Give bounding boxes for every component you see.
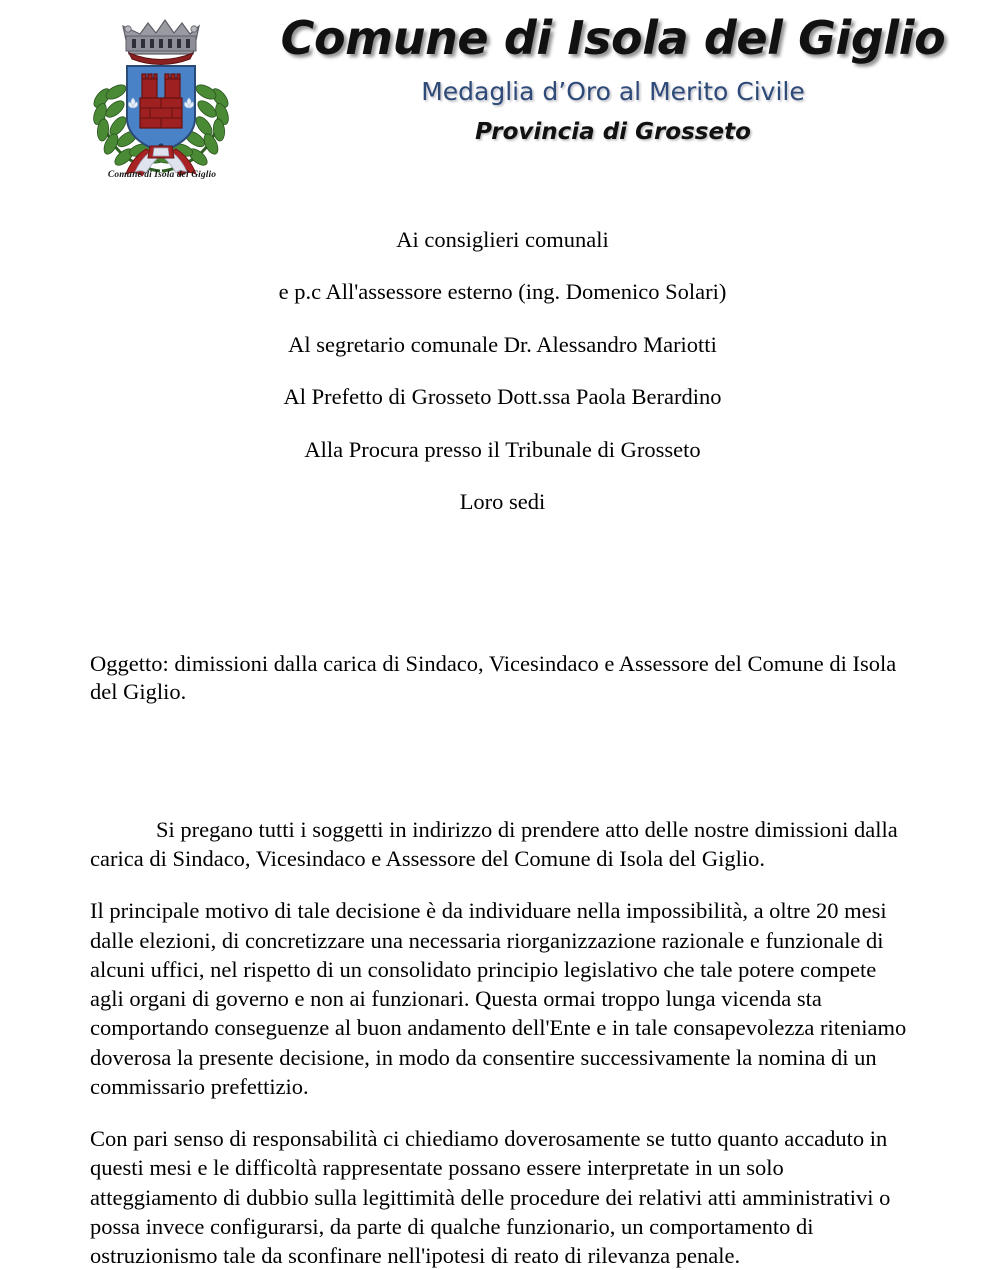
addressee-line: Al segretario comunale Dr. Alessandro Mariotti xyxy=(288,331,717,357)
addressee-line: Al Prefetto di Grosseto Dott.ssa Paola Berardino xyxy=(283,384,722,410)
subtitle-medaglia: Medaglia d’Oro al Merito Civile xyxy=(421,77,805,107)
paragraph: Si pregano tutti i soggetti in indirizzo di prendere atto delle nostre dimissioni dalla carica di Sindaco, Vicesindaco e Assessore del Comune di Isola del Giglio. xyxy=(90,816,898,871)
addressee-line: e p.c All'assessore esterno (ing. Domenico Solari) xyxy=(278,279,727,305)
addressee-line: Ai consiglieri comunali xyxy=(396,227,609,252)
emblem-caption: Comune di Isola del Giglio xyxy=(107,170,217,180)
paragraph: Con pari senso di responsabilità ci chiediamo doverosamente se tutto quanto accaduto in questi mesi e le difficoltà rappresentate possano essere interpretate in un solo atteggiamento di dubbio sulla legittimità delle procedure dei relativi atti amministrativi o possa invece configurarsi, da parte di qualche funzionario, un comportamento di ostruzionismo tale da sconfinare nell'ipotesi di reato di rilevanza penale. xyxy=(90,1126,891,1268)
subject-line: Oggetto: dimissioni dalla carica di Sindaco, Vicesindaco e Assessore del Comune di Isola del Giglio. xyxy=(90,650,897,705)
title-block xyxy=(236,0,1000,147)
addressee-line: Loro sedi xyxy=(459,489,546,515)
letter-body xyxy=(0,815,1000,1270)
addressee-line: Alla Procura presso il Tribunale di Grosseto xyxy=(304,436,701,462)
paragraph: Il principale motivo di tale decisione è da individuare nella impossibilità, a oltre 20 mesi dalle elezioni, di concretizzare una necessaria riorganizzazione razionale e funzionale di alcuni uffici, nel rispetto di un consolidato principio legislativo che tale potere compete agli organi di governo e non ai funzionari. Questa ormai troppo lunga vicenda sta comportando conseguenze al buon andamento dell'Ente e in tale consapevolezza riteniamo doverosa la presente decisione, in modo da consentire successivamente la nomina di un commissario prefettizio. xyxy=(90,898,907,1099)
coat-of-arms-icon xyxy=(86,6,236,192)
addressee-block xyxy=(0,226,1000,516)
document-body xyxy=(0,200,1000,1270)
page-title: Comune di Isola del Giglio xyxy=(280,11,946,65)
subtitle-provincia: Provincia di Grosseto xyxy=(475,118,751,145)
subject-block xyxy=(0,650,1000,707)
letterhead xyxy=(0,0,1000,200)
